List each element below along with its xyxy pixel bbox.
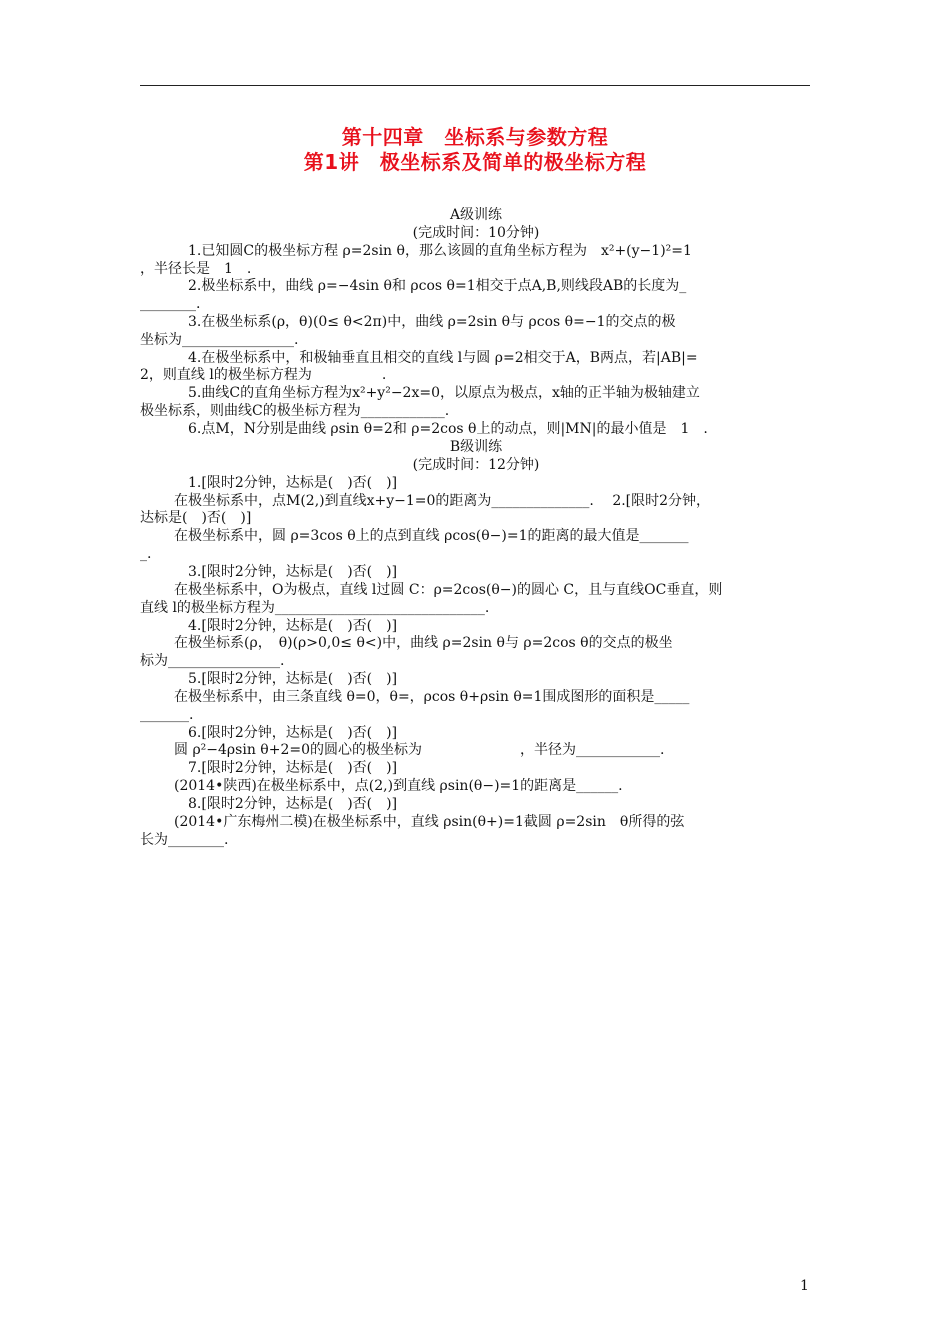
text-line: 在极坐标系中，点M(2,)到直线x+y−1=0的距离为______________. 2.[限时2分钟， <box>174 493 711 509</box>
lecture-title: 第1讲 极坐标系及简单的极坐标方程 <box>303 150 647 174</box>
text-line: 1.已知圆C的极坐标方程 ρ=2sin θ，那么该圆的直角坐标方程为 x²+(y−1)²=1 <box>188 243 692 259</box>
text-line: _. <box>140 546 152 562</box>
text-line: 在极坐标系(ρ， θ)(ρ>0,0≤ θ<)中，曲线 ρ=2sin θ与 ρ=2cos θ的交点的极坐 <box>174 635 673 651</box>
text-line: 5.曲线C的直角坐标方程为x²+y²−2x=0，以原点为极点，x轴的正半轴为极轴建立 <box>188 385 700 401</box>
text-line: 3.[限时2分钟，达标是( )否( )] <box>188 564 398 580</box>
text-line: 2.极坐标系中，曲线 ρ=−4sin θ和 ρcos θ=1相交于点A,B,则线段AB的长度为_ <box>188 278 687 294</box>
text-line: (2014•广东梅州二模)在极坐标系中，直线 ρsin(θ+)=1截圆 ρ=2sin θ所得的弦 <box>174 814 685 830</box>
text-line: 在极坐标系中，O为极点，直线 l过圆 C：ρ=2cos(θ−)的圆心 C，且与直线OC垂直，则 <box>174 582 723 598</box>
text-line: 坐标为________________. <box>140 332 299 348</box>
text-line: 6.[限时2分钟，达标是( )否( )] <box>188 725 398 741</box>
text-line: 长为________. <box>140 832 229 848</box>
text-line: 2，则直线 l的极坐标方程为 . <box>140 367 387 383</box>
text-line: A级训练 <box>449 207 503 223</box>
text-line: 8.[限时2分钟，达标是( )否( )] <box>188 796 398 812</box>
text-line: B级训练 <box>449 439 503 455</box>
text-line: 4.在极坐标系中，和极轴垂直且相交的直线 l与圆 ρ=2相交于A，B两点，若|AB|= <box>188 350 698 366</box>
text-line: 6.点M，N分别是曲线 ρsin θ=2和 ρ=2cos θ上的动点，则|MN|的最小值是 1 . <box>188 421 708 437</box>
chapter-title: 第十四章 坐标系与参数方程 <box>341 125 609 149</box>
text-line: 圆 ρ²−4ρsin θ+2=0的圆心的极坐标为 ，半径为____________. <box>174 742 665 758</box>
text-line: (2014•陕西)在极坐标系中，点(2,)到直线 ρsin(θ−)=1的距离是______. <box>174 778 623 794</box>
header-rule <box>140 85 810 86</box>
text-line: (完成时间：10分钟) <box>412 225 540 241</box>
text-line: ，半径长是 1 . <box>140 261 252 277</box>
text-line: 极坐标系，则曲线C的极坐标方程为____________. <box>140 403 450 419</box>
text-line: 5.[限时2分钟，达标是( )否( )] <box>188 671 398 687</box>
text-line: ________. <box>140 296 201 312</box>
page-number: 1 <box>800 1278 809 1294</box>
text-line: 直线 l的极坐标方程为______________________________. <box>140 600 490 616</box>
text-line: 在极坐标系中，由三条直线 θ=0，θ=，ρcos θ+ρsin θ=1围成图形的面积是_____ <box>174 689 690 705</box>
text-line: 1.[限时2分钟，达标是( )否( )] <box>188 475 398 491</box>
text-line: (完成时间：12分钟) <box>412 457 540 473</box>
text-line: _______. <box>140 707 194 723</box>
text-line: 4.[限时2分钟，达标是( )否( )] <box>188 618 398 634</box>
text-line: 达标是( )否( )] <box>140 510 252 526</box>
text-line: 标为________________. <box>140 653 285 669</box>
text-line: 在极坐标系中，圆 ρ=3cos θ上的点到直线 ρcos(θ−)=1的距离的最大值是_______ <box>174 528 689 544</box>
text-line: 7.[限时2分钟，达标是( )否( )] <box>188 760 398 776</box>
text-line: 3.在极坐标系(ρ，θ)(0≤ θ<2π)中，曲线 ρ=2sin θ与 ρcos θ=−1的交点的极 <box>188 314 676 330</box>
